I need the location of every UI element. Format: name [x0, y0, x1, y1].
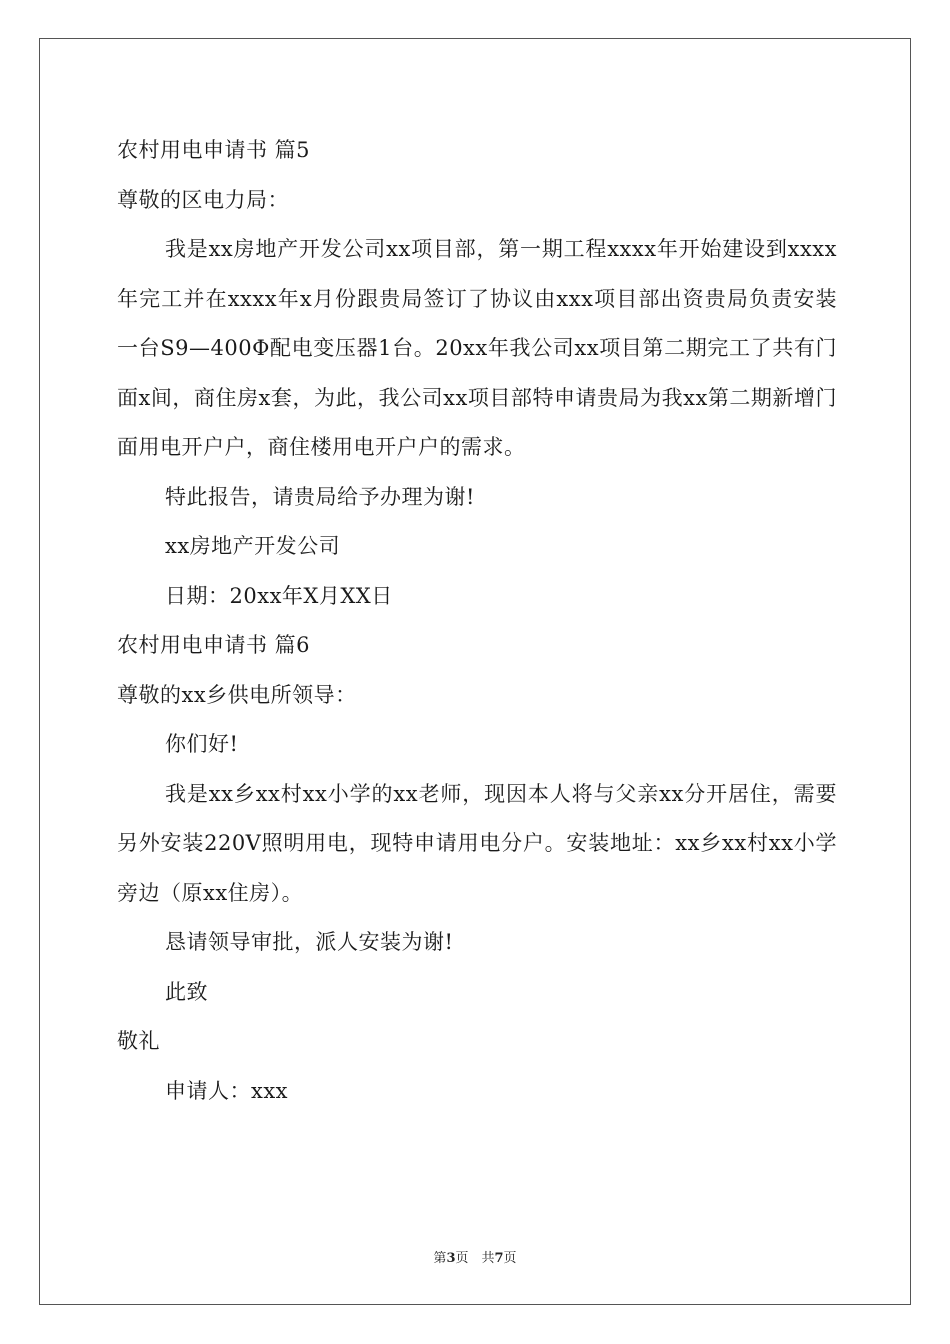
section-5-salutation: 尊敬的区电力局： — [117, 187, 289, 212]
section-5-body: 我是xx房地产开发公司xx项目部，第一期工程xxxx年开始建设到xxxx年完工并在xxxx年x月份跟贵局签订了协议由xxx项目部出资贵局负责安装一台S9—400Φ配电变压器1台。20xx年我公司xx项目第二期完工了共有门面x间，商住房x套，为此，我公司xx项目部特申请贵局为我xx第二期新增门面用电开户户，商住楼用电开户户的需求。 — [117, 237, 837, 459]
footer-page-prefix: 第 — [433, 1251, 447, 1266]
page-footer — [0, 1247, 950, 1266]
section-6-jingli: 敬礼 — [117, 1029, 160, 1053]
section-6-body: 我是xx乡xx村xx小学的xx老师，现因本人将与父亲xx分开居住，需要另外安装220V照明用电，现特申请用电分户。安装地址：xx乡xx村xx小学旁边（原xx住房）。 — [117, 781, 837, 905]
footer-page-mid: 页 共 — [455, 1251, 495, 1266]
section-5-title: 农村用电申请书 篇5 — [117, 138, 311, 162]
footer-page-suffix: 页 — [503, 1251, 517, 1266]
section-6-salutation: 尊敬的xx乡供电所领导： — [117, 682, 357, 707]
footer-page-total: 7 — [494, 1251, 504, 1266]
section-6-applicant: 申请人：xxx — [165, 1078, 289, 1103]
section-6-title: 农村用电申请书 篇6 — [117, 633, 311, 657]
section-6-greeting: 你们好! — [165, 732, 239, 756]
section-5-date: 日期：20xx年X月XX日 — [165, 583, 393, 608]
section-5-closing: 特此报告，请贵局给予办理为谢! — [165, 484, 475, 509]
section-5-company: xx房地产开发公司 — [165, 534, 341, 558]
section-6-request: 恳请领导审批，派人安装为谢! — [165, 930, 454, 954]
section-6-cizhi: 此致 — [165, 979, 208, 1004]
document-body — [117, 126, 837, 1116]
footer-page-current: 3 — [446, 1251, 456, 1266]
